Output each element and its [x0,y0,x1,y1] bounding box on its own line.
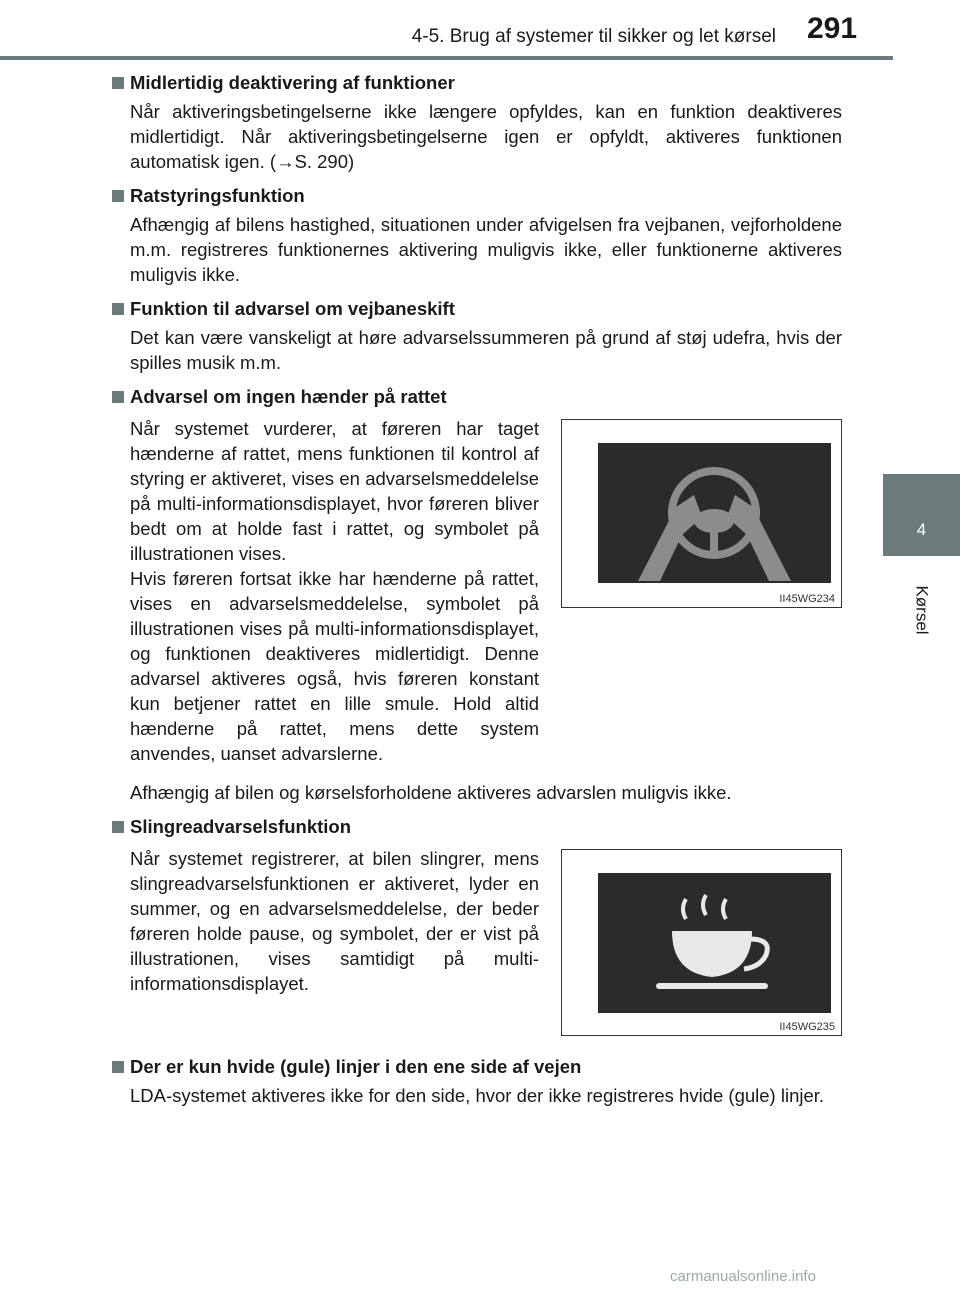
section-heading [112,183,842,209]
figure-row [130,846,842,1036]
section-temporary-deactivation [112,70,842,174]
arrow-right-icon: → [276,151,295,172]
section-body: LDA-systemet aktiveres ikke for den side, hvor der ikke registreres hvide (gule) linjer. [130,1085,825,1106]
watermark: carmanualsonline.info [670,1268,816,1285]
figure-coffee-cup [561,849,842,1036]
heading-text: Funktion til advarsel om vejbaneskift [130,298,455,319]
section-single-line [112,1054,842,1108]
page-number: 291 [806,12,858,45]
section-heading [112,70,842,96]
body-paragraph: Hvis føreren fortsat ikke har hænderne på rattet, vises en advarselsmeddelelse, symbolet på illustrationen vises på multi-informationsdisplayet, og funktionen deaktiveres midlertidigt. Denne advarsel aktiveres også, hvis føreren konstant kun betjener rattet en lille smule. Hold altid hænderne på rattet, mens dette system anvendes, uanset advarslerne. [130,568,539,764]
section-body: Det kan være vanskeligt at høre advarselssummeren på grund af støj udefra, hvis der spilles musik m.m. [130,327,842,373]
section-body [130,416,539,766]
section-steering-function [112,183,842,287]
bullet-square-icon [112,821,124,833]
chapter-label-wrap [883,580,960,640]
section-body [130,99,842,174]
hands-on-wheel-icon [598,443,831,583]
section-heading [112,384,842,410]
body-paragraph: Når systemet vurderer, at føreren har taget hænderne af rattet, mens funktionen til kontrol af styring er aktiveret, vises en advarselsmeddelelse på multi-informationsdisplayet, hvor føreren bliver bedt om at holde fast i rattet, og symbolet på illustrationen vises. [130,418,539,564]
running-header: 4-5. Brug af systemer til sikker og let kørsel [411,26,776,47]
section-heading [112,1054,842,1080]
coffee-cup-icon [598,873,831,1013]
section-lane-warning [112,296,842,375]
chapter-label: Kørsel [912,585,932,635]
section-body: Afhængig af bilens hastighed, situationen under afvigelsen fra vejbanen, vejforholdene m.m. registreres funktionernes aktivering muligvis ikke, eller funktionerne aktiveres muligvis ikke. [130,214,842,285]
section-note: Afhængig af bilen og kørselsforholdene aktiveres advarslen muligvis ikke. [130,782,732,803]
heading-text: Midlertidig deaktivering af funktioner [130,72,455,93]
figure-code: II45WG234 [779,593,835,605]
chapter-number: 4 [916,520,927,539]
figure-row [130,416,842,766]
bullet-square-icon [112,77,124,89]
display-screen [598,443,831,583]
display-screen [598,873,831,1013]
bullet-square-icon [112,391,124,403]
bullet-square-icon [112,190,124,202]
heading-text: Advarsel om ingen hænder på rattet [130,386,447,407]
section-hands-off-warning [112,384,842,805]
heading-text: Ratstyringsfunktion [130,185,305,206]
bullet-square-icon [112,1061,124,1073]
section-heading [112,814,842,840]
figure-hands-on-wheel [561,419,842,608]
body-text: Når aktiveringsbetingelserne ikke længere opfyldes, kan en funktion deaktiveres midlertidigt. Når aktiveringsbetingelserne igen er opfyldt, aktiveres funktionen automatisk igen. ( [130,101,842,172]
header-rule [0,56,893,60]
bullet-square-icon [112,303,124,315]
heading-text: Slingreadvarselsfunktion [130,816,352,837]
section-heading [112,296,842,322]
page-content [112,70,842,1117]
section-body: Når systemet registrerer, at bilen slingrer, mens slingreadvarselsfunktionen er aktiveret, lyder en summer, og en advarselsmeddelelse, der beder føreren holde pause, og symbolet, der er vist på illustrationen, vises samtidigt på multi-informationsdisplayet. [130,848,539,994]
section-sway-warning [112,814,842,1036]
heading-text: Der er kun hvide (gule) linjer i den ene side af vejen [130,1056,582,1077]
page-reference-link[interactable]: S. 290) [294,151,355,172]
figure-code: II45WG235 [779,1021,835,1033]
